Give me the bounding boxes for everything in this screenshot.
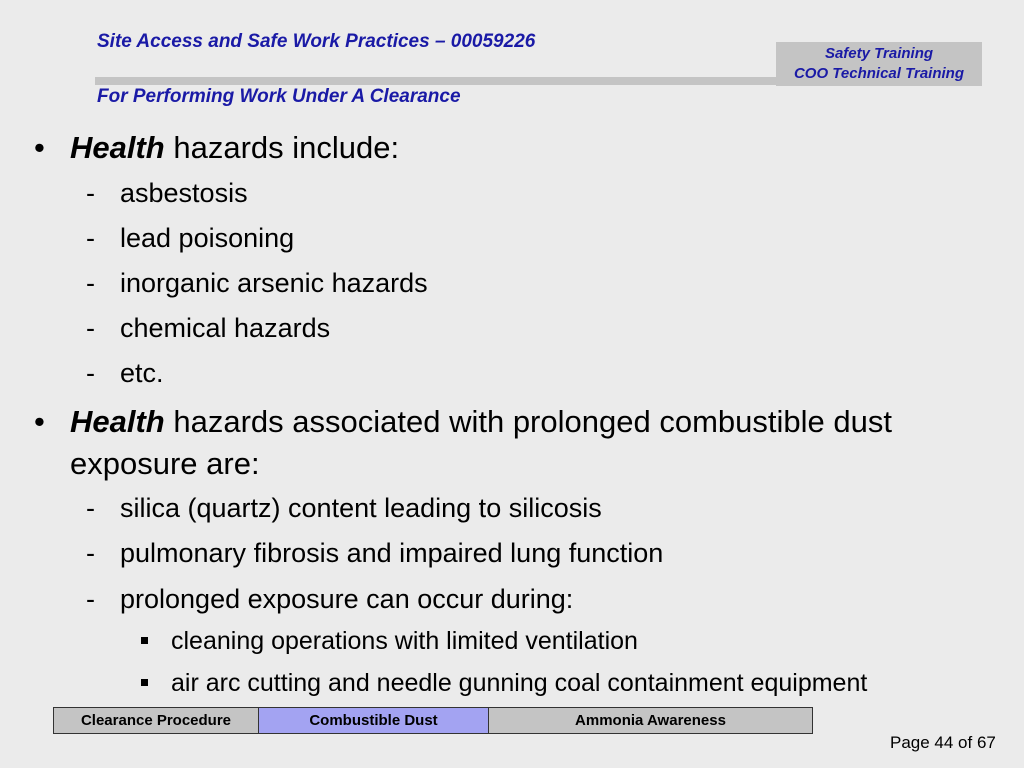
list-item-text: inorganic arsenic hazards	[120, 268, 428, 298]
bullet-text: hazards associated with prolonged combustible dust exposure are:	[70, 404, 892, 481]
list-item	[86, 491, 602, 525]
list-item-text: chemical hazards	[120, 313, 331, 343]
bullet-health-hazards	[34, 127, 1000, 169]
header-subtitle: For Performing Work Under A Clearance	[97, 86, 461, 107]
badge-line-1: Safety Training	[824, 45, 934, 62]
sub-list-item	[171, 667, 867, 699]
module-tabs	[53, 707, 813, 734]
bullet-text: hazards include:	[164, 130, 400, 165]
list-item	[86, 176, 248, 210]
page-indicator: Page 44 of 67	[890, 733, 996, 752]
bullet-dust-health-hazards	[34, 401, 1000, 485]
list-item-text: lead poisoning	[120, 223, 295, 253]
dash-marker: -	[86, 538, 95, 568]
square-bullet-icon	[141, 679, 148, 686]
dash-marker: -	[86, 358, 95, 388]
course-badge	[776, 42, 982, 86]
dash-marker: -	[86, 178, 95, 208]
list-item-text: pulmonary fibrosis and impaired lung function	[120, 538, 664, 568]
list-item-text: silica (quartz) content leading to silicosis	[120, 493, 602, 523]
sub-list-item-text: cleaning operations with limited ventilation	[171, 627, 638, 655]
list-item	[86, 311, 331, 345]
list-item	[86, 356, 164, 390]
list-item	[86, 266, 428, 300]
list-item-text: etc.	[120, 358, 164, 388]
square-bullet-icon	[141, 637, 148, 644]
dash-marker: -	[86, 268, 95, 298]
list-item	[86, 536, 664, 570]
dash-marker: -	[86, 223, 95, 253]
sub-list-item	[171, 625, 638, 657]
list-item-text: asbestosis	[120, 178, 248, 208]
bullet-marker: •	[34, 130, 45, 165]
list-item-text: prolonged exposure can occur during:	[120, 584, 574, 614]
bullet-emphasis: Health	[70, 130, 165, 165]
tab-clearance-procedure[interactable]: Clearance Procedure	[54, 708, 259, 733]
list-item	[86, 221, 295, 255]
list-item	[86, 582, 574, 616]
badge-line-2: COO Technical Training	[793, 65, 965, 82]
tab-ammonia-awareness[interactable]: Ammonia Awareness	[489, 708, 812, 733]
sub-list-item-text: air arc cutting and needle gunning coal containment equipment	[171, 669, 868, 697]
bullet-marker: •	[34, 404, 45, 439]
header-title: Site Access and Safe Work Practices – 00059226	[97, 31, 536, 52]
dash-marker: -	[86, 313, 95, 343]
dash-marker: -	[86, 584, 95, 614]
tab-combustible-dust[interactable]: Combustible Dust	[259, 708, 489, 733]
bullet-emphasis: Health	[70, 404, 165, 439]
dash-marker: -	[86, 493, 95, 523]
